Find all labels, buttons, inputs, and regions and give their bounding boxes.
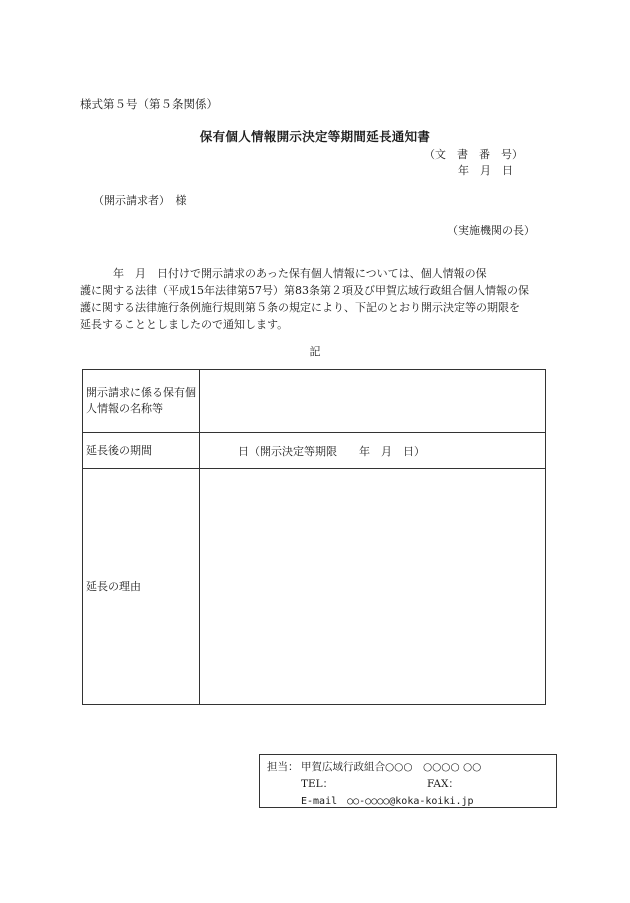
- document-date: 年 月 日: [458, 164, 513, 177]
- contact-org: 甲賀広域行政組合○○○ ○○○○ ○○: [301, 761, 482, 773]
- document-number: （文 書 番 号）: [424, 148, 523, 161]
- contact-fax: FAX：: [427, 778, 459, 790]
- body-line: 延長することとしましたので通知します。: [80, 318, 289, 331]
- name-label: 開示請求に係る保有個人情報の名称等: [83, 370, 200, 433]
- form-number: 様式第５号（第５条関係）: [80, 97, 218, 111]
- document-title: 保有個人情報開示決定等期間延長通知書: [199, 129, 431, 144]
- agency-head: （実施機関の長）: [447, 224, 535, 237]
- body-line: 護に関する法律（平成15年法律第57号）第83条第２項及び甲賀広域行政組合個人情報の保: [80, 284, 529, 297]
- contact-tel: TEL：: [301, 778, 334, 790]
- period-label: 延長後の期間: [83, 433, 200, 469]
- contact-email[interactable]: E-mail ○○-○○○○@koka-koiki.jp: [301, 796, 474, 807]
- contact-label: 担当：: [267, 761, 299, 773]
- notice-table: [82, 369, 546, 705]
- table-row: [83, 433, 546, 469]
- reason-value-field[interactable]: [200, 469, 546, 705]
- name-value-field[interactable]: [200, 370, 546, 433]
- table-row: [83, 469, 546, 705]
- table-row: [83, 370, 546, 433]
- body-line: 年 月 日付けで開示請求のあった保有個人情報については、個人情報の保: [80, 267, 487, 280]
- contact-box: [259, 754, 557, 808]
- period-value[interactable]: 日（開示決定等期限 年 月 日）: [200, 433, 546, 469]
- body-line: 護に関する法律施行条例施行規則第５条の規定により、下記のとおり開示決定等の期限を: [80, 301, 520, 314]
- requester-name: （開示請求者） 様: [93, 194, 187, 207]
- reason-label: 延長の理由: [83, 469, 200, 705]
- notice-body: [80, 265, 554, 333]
- ki-heading: 記: [309, 345, 321, 358]
